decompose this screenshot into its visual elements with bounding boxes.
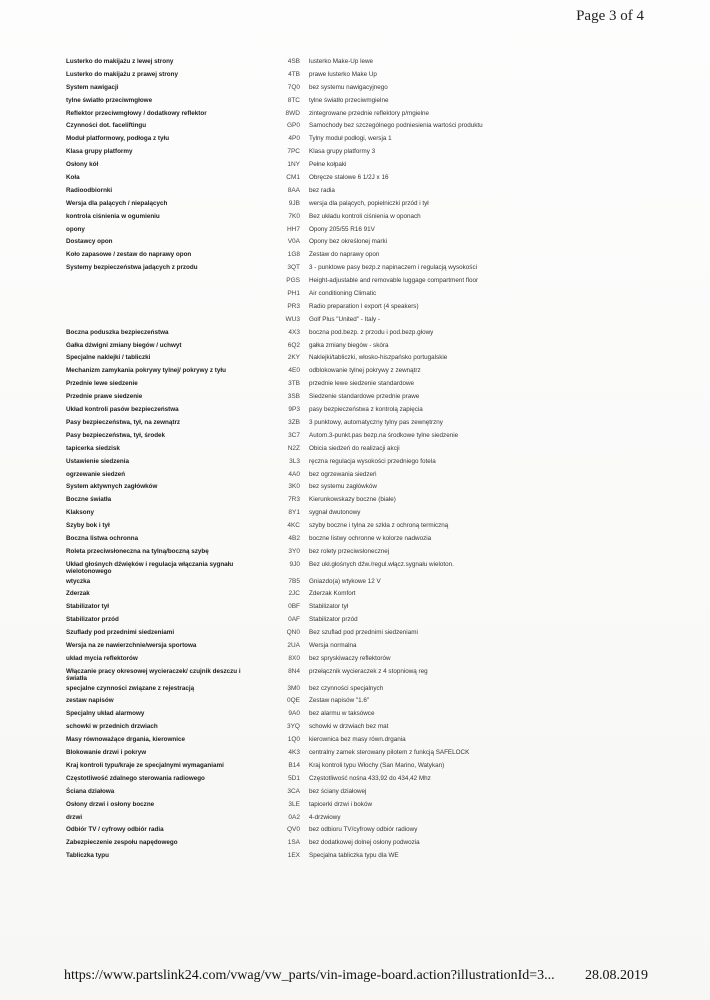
option-value: prawe lusterko Make Up [309, 70, 377, 78]
option-value: przełącznik wycieraczek z 4 stopniową reg [309, 667, 428, 675]
option-code: 4E0 [288, 367, 300, 375]
option-value: odblokowanie tylnej pokrywy z zewnątrz [309, 367, 421, 375]
option-code: 0A2 [288, 813, 300, 821]
table-row [66, 172, 486, 185]
option-code: 3C7 [288, 431, 300, 439]
option-code: QV0 [286, 826, 300, 834]
table-row [66, 56, 486, 69]
option-value: sygnał dwutonowy [309, 509, 361, 517]
option-code: 4KC [287, 522, 300, 530]
option-label: Gałka dźwigni zmiany biegów / uchwyt [66, 341, 182, 349]
option-code: 3TB [288, 380, 300, 388]
option-code: N2Z [287, 444, 300, 452]
option-label: Stabilizator tył [66, 603, 110, 611]
table-row [66, 683, 486, 696]
option-code: 7R3 [288, 496, 300, 504]
table-row [66, 198, 486, 211]
option-code: 5D1 [288, 774, 300, 782]
option-code: 3K0 [288, 483, 300, 491]
option-value: Opony 205/55 R16 91V [309, 225, 375, 233]
table-row [66, 837, 486, 850]
option-value: bez systemu zagłówków [309, 483, 377, 491]
table-row [66, 614, 486, 627]
table-row [66, 69, 486, 82]
option-code: HH7 [286, 225, 300, 233]
option-code: 7PC [287, 148, 300, 156]
table-row [66, 133, 486, 146]
table-row [66, 108, 486, 121]
option-code: V0A [287, 238, 300, 246]
table-row [66, 721, 486, 734]
option-value: ręczna regulacja wysokości przedniego fotela [309, 457, 436, 465]
table-row [66, 95, 486, 108]
option-code: PGS [286, 277, 300, 285]
option-label: Włączanie pracy okresowej wycieraczek/ czujnik deszczu i światła [66, 667, 241, 683]
equipment-table [66, 56, 486, 863]
option-label: Specjalne naklejki / tabliczki [66, 354, 151, 362]
option-label: Przednie prawe siedzenie [66, 393, 143, 401]
option-code: 3CA [287, 787, 300, 795]
option-code: 3L3 [289, 457, 300, 465]
table-row [66, 653, 486, 666]
option-label: Kraj kontroli typu/kraje ze specjalnymi wymaganiami [66, 761, 224, 769]
option-value: Stabilizator tył [309, 603, 349, 611]
table-row [66, 327, 486, 340]
option-label: Reflektor przeciwmgłowy / dodatkowy reflektor [66, 109, 207, 117]
option-value: 3 - punktowe pasy bezp.z napinaczem i regulacją wysokości [309, 264, 478, 272]
option-value: Tylny moduł podłogi, wersja 1 [309, 135, 392, 143]
option-label: Moduł platformowy, podłoga z tyłu [66, 135, 170, 143]
table-row [66, 288, 486, 301]
option-label: Blokowanie drzwi i pokryw [66, 749, 147, 757]
option-code: 3LE [288, 800, 300, 808]
option-value: bez systemu nawigacyjnego [309, 83, 388, 91]
option-code: B14 [288, 761, 300, 769]
option-label: Częstotliwość zdalnego sterowania radiowego [66, 774, 205, 782]
option-label: Boczna listwa ochronna [66, 534, 139, 542]
option-label: Boczne światła [66, 496, 112, 504]
option-value: bez ogrzewania siedzeń [309, 470, 377, 478]
option-label: opony [66, 225, 85, 233]
option-value: schowki w drzwiach bez mat [309, 723, 389, 731]
option-label: drzwi [66, 813, 83, 821]
option-code: 3YQ [286, 723, 300, 731]
option-label: Układ kontroli pasów bezpieczeństwa [66, 406, 179, 414]
option-value: Obręcze stalowe 6 1/2J x 16 [309, 174, 389, 182]
table-row [66, 666, 486, 683]
option-value: Siedzenie standardowe przednie prawe [309, 393, 420, 401]
option-value: Kierunkowskazy boczne (białe) [309, 496, 396, 504]
option-code: 3Y0 [288, 547, 300, 555]
option-label: zestaw napisów [66, 697, 114, 705]
option-label [66, 288, 258, 290]
option-value: centralny zamek sterowany pilotem z funkcją SAFELOCK [309, 749, 470, 757]
option-value: Klasa grupy platformy 3 [309, 148, 376, 156]
table-row [66, 747, 486, 760]
table-row [66, 82, 486, 95]
table-row [66, 469, 486, 482]
option-code: 8N4 [288, 667, 300, 675]
option-code: 4X3 [288, 328, 300, 336]
option-value: bez alarmu w taksówce [309, 710, 375, 718]
option-code: 9JB [288, 199, 300, 207]
table-row [66, 786, 486, 799]
option-label: System nawigacji [66, 83, 119, 91]
table-row [66, 481, 486, 494]
option-label: Stabilizator przód [66, 616, 119, 624]
option-value: Pełne kołpaki [309, 161, 347, 169]
table-row [66, 507, 486, 520]
option-value: szyby boczne i tylna ze szkła z ochroną termiczną [309, 522, 449, 530]
option-label: Koło zapasowe / zestaw do naprawy opon [66, 251, 192, 259]
option-value: gałka zmiany biegów - skóra [309, 341, 389, 349]
option-value: Częstotliwość nośna 433,92 do 434,42 Mhz [309, 774, 431, 782]
table-row [66, 185, 486, 198]
table-row [66, 146, 486, 159]
table-row [66, 546, 486, 559]
table-row [66, 773, 486, 786]
option-value: Kraj kontroli typu Włochy (San Marino, Watykan) [309, 761, 445, 769]
option-value: Specjalna tabliczka typu dla WE [309, 852, 399, 860]
table-row [66, 211, 486, 224]
option-label: Koła [66, 174, 80, 182]
option-code: 1SA [287, 839, 300, 847]
option-code: 9P3 [288, 406, 300, 414]
option-value: bez spryskiwaczy reflektorów [309, 654, 391, 662]
option-value: Golf Plus "United" - Italy - [309, 315, 380, 323]
table-row [66, 340, 486, 353]
option-value: przednie lewe siedzenie standardowe [309, 380, 415, 388]
option-label: schowki w przednich drzwiach [66, 723, 158, 731]
option-label: Mechanizm zamykania pokrywy tylnej/ pokrywy z tyłu [66, 367, 226, 375]
table-row [66, 236, 486, 249]
option-code: 8TC [287, 96, 300, 104]
option-label: Szuflady pod przednimi siedzeniami [66, 629, 175, 637]
option-code: 8X0 [288, 654, 300, 662]
option-label: tylne światło przeciwmgłowe [66, 96, 153, 104]
table-row [66, 430, 486, 443]
option-code: 3ZB [288, 418, 300, 426]
option-label: Zderzak [66, 590, 90, 598]
footer-url: https://www.partslink24.com/vwag/vw_parts/vin-image-board.action?illustrationId=3... [64, 968, 555, 983]
table-row [66, 799, 486, 812]
table-row [66, 812, 486, 825]
option-code: 4SB [287, 58, 300, 65]
option-value: Height-adjustable and removable luggage compartment floor [309, 277, 479, 285]
option-code: 9A0 [288, 710, 300, 718]
option-value: Zestaw napisów "1.6" [309, 697, 370, 705]
option-label: Ustawienie siedzenia [66, 457, 129, 465]
table-row [66, 601, 486, 614]
table-row [66, 533, 486, 546]
table-row [66, 314, 486, 327]
table-row [66, 588, 486, 601]
option-code: 1G8 [287, 251, 300, 259]
option-code: GP0 [286, 122, 300, 130]
table-row [66, 734, 486, 747]
table-row [66, 159, 486, 172]
option-code: PH1 [287, 290, 300, 298]
option-label [66, 275, 258, 277]
option-value: 4-drzwiowy [309, 813, 341, 821]
table-row [66, 443, 486, 456]
table-row [66, 627, 486, 640]
option-value: Naklejki/tabliczki, włosko-hiszpańsko portugalskie [309, 354, 448, 362]
table-row [66, 760, 486, 773]
option-label: Systemy bezpieczeństwa jadących z przodu [66, 264, 198, 272]
option-label: tapicerka siedzisk [66, 444, 120, 452]
option-code: 3QT [287, 264, 300, 272]
option-label: System aktywnych zagłówków [66, 483, 158, 491]
option-label: układ mycia reflektorów [66, 654, 138, 662]
option-value: wersja dla palących, popielniczki przód i tył [309, 199, 429, 207]
table-row [66, 262, 486, 275]
option-value: pasy bezpieczeństwa z kontrolą zapięcia [309, 406, 423, 414]
table-row [66, 391, 486, 404]
option-label [66, 314, 258, 316]
option-value: Zderzak Komfort [309, 590, 356, 598]
option-value: Samochody bez szczególnego podniesienia wartości produktu [309, 122, 483, 130]
option-code: 4A0 [288, 470, 300, 478]
option-label: wtyczka [66, 577, 91, 585]
option-value: Stabilizator przód [309, 616, 358, 624]
footer-date: 28.08.2019 [585, 968, 648, 983]
option-code: 8WD [285, 109, 300, 117]
option-value: Autom.3-punkt.pas bezp.na środkowe tylne siedzenie [309, 431, 459, 439]
table-row [66, 352, 486, 365]
option-code: 1NY [287, 161, 300, 169]
option-label: Szyby bok i tył [66, 522, 110, 530]
table-row [66, 378, 486, 391]
option-code: 1Q0 [287, 736, 300, 744]
option-value: Zestaw do naprawy opon [309, 251, 380, 259]
option-code: 3SB [287, 393, 300, 401]
table-row [66, 404, 486, 417]
option-label: Klaksony [66, 509, 94, 517]
option-value: Wersja normalna [309, 642, 357, 649]
option-code: 1EX [287, 852, 300, 860]
option-label: Tabliczka typu [66, 852, 109, 860]
option-value: Radio preparation I export (4 speakers) [309, 302, 419, 310]
option-value: bez odbioru TV/cyfrowy odbiór radiowy [309, 826, 418, 834]
option-label: Boczna poduszka bezpieczeństwa [66, 328, 169, 336]
option-label: Roleta przeciwsłoneczna na tylną/boczną szybę [66, 547, 209, 555]
option-label: Lusterko do makijażu z lewej strony [66, 58, 174, 65]
option-label: Pasy bezpieczeństwa, tył, na zewnątrz [66, 418, 181, 426]
option-code: 4K3 [288, 749, 300, 757]
option-code: 4TB [288, 70, 300, 78]
option-code: 0AF [288, 616, 300, 624]
option-label: Wersja na ze nawierzchnie/wersja sportowa [66, 642, 197, 649]
option-label: Klasa grupy platformy [66, 148, 133, 156]
option-label: specjalne czynności związane z rejestracją [66, 684, 195, 692]
option-value: tapicerki drzwi i boków [309, 800, 372, 808]
table-row [66, 708, 486, 721]
option-label: Specjalny układ alarmowy [66, 710, 145, 718]
option-value: Gniazdo(a) wtykowe 12 V [309, 577, 381, 585]
option-value: bez ściany działowej [309, 787, 367, 795]
option-code: 0QE [286, 697, 300, 705]
option-code: 8Y1 [288, 509, 300, 517]
option-code: 0BF [288, 603, 300, 611]
option-value: Bez układu kontroli ciśnienia w oponach [309, 212, 421, 220]
option-label: kontrola ciśnienia w ogumieniu [66, 212, 160, 220]
option-code: 2JC [288, 590, 300, 598]
option-code: 2UA [287, 642, 300, 649]
option-label: Masy równoważące drgania, kierownice [66, 736, 185, 744]
option-label [66, 301, 258, 303]
option-label: Osłony kół [66, 161, 99, 169]
option-label: Pasy bezpieczeństwa, tył, środek [66, 431, 166, 439]
table-row [66, 576, 486, 589]
option-code: 3M0 [287, 684, 300, 692]
option-value: boczna pod.bezp. z przodu i pod.bezp.głowy [309, 328, 434, 336]
option-value: bez czynności specjalnych [309, 684, 384, 692]
option-value: Bez szuflad pod przednimi siedzeniami [309, 629, 418, 637]
option-code: 6Q2 [287, 341, 300, 349]
option-value: Opony bez określonej marki [309, 238, 388, 246]
table-row [66, 417, 486, 430]
table-row [66, 850, 486, 863]
option-code: WU3 [285, 315, 300, 323]
table-row [66, 640, 486, 653]
option-label: Lusterko do makijażu z prawej strony [66, 70, 178, 78]
option-label: Radioodbiornki [66, 186, 113, 194]
option-code: PR3 [287, 302, 300, 310]
option-code: 9J0 [289, 560, 300, 568]
table-row [66, 824, 486, 837]
table-row [66, 365, 486, 378]
table-row [66, 120, 486, 133]
table-row [66, 301, 486, 314]
option-code: QN0 [286, 629, 300, 637]
option-value: boczne listwy ochronne w kolorze nadwozia [309, 534, 432, 542]
table-row [66, 224, 486, 237]
option-value: bez radia [309, 186, 335, 194]
option-code: 2KY [287, 354, 300, 362]
option-value: tylne światło przeciwmgielne [309, 96, 389, 104]
option-label: Zabezpieczenie zespołu napędowego [66, 839, 178, 847]
option-value: kierownica bez masy równ.drgania [309, 736, 406, 744]
table-row [66, 275, 486, 288]
option-code: 8AA [287, 186, 300, 194]
option-label: Czynności dot. faceliftingu [66, 122, 147, 130]
page-number: Page 3 of 4 [576, 8, 644, 24]
table-row [66, 559, 486, 576]
option-value: bez dodatkowej dolnej osłony podwozia [309, 839, 420, 847]
option-label: Przednie lewe siedzenie [66, 380, 138, 388]
option-value: 3 punktowy, automatyczny tylny pas zewnętrzny [309, 418, 443, 426]
table-row [66, 249, 486, 262]
table-row [66, 520, 486, 533]
table-row [66, 456, 486, 469]
option-code: 7Q0 [287, 83, 300, 91]
option-label: Układ głośnych dźwięków i regulacja włączania sygnału wielotonowego [66, 560, 234, 576]
table-row [66, 695, 486, 708]
option-value: Obicia siedzeń do realizacji akcji [309, 444, 400, 452]
option-label: Ściana działowa [66, 787, 115, 795]
option-label: ogrzewanie siedzeń [66, 470, 126, 478]
option-label: Odbiór TV / cyfrowy odbiór radia [66, 826, 164, 834]
option-label: Dostawcy opon [66, 238, 113, 246]
option-label: Wersja dla palących / niepalących [66, 199, 168, 207]
option-code: 7K0 [288, 212, 300, 220]
option-code: 4B2 [288, 534, 300, 542]
option-code: 4P0 [288, 135, 300, 143]
table-row [66, 494, 486, 507]
option-value: Air conditioning Climatic [309, 290, 377, 298]
option-value: zintegrowane przednie reflektory p/mgielne [309, 109, 430, 117]
option-value: lusterko Make-Up lewe [309, 58, 374, 65]
option-label: Osłony drzwi i osłony boczne [66, 800, 155, 808]
option-code: CM1 [286, 174, 300, 182]
option-value: Bez ukł.głośnych dźw./regul.włącz.sygnału wieloton. [309, 560, 454, 568]
option-value: bez rolety przeciwsłonecznej [309, 547, 390, 555]
option-code: 7B5 [288, 577, 300, 585]
